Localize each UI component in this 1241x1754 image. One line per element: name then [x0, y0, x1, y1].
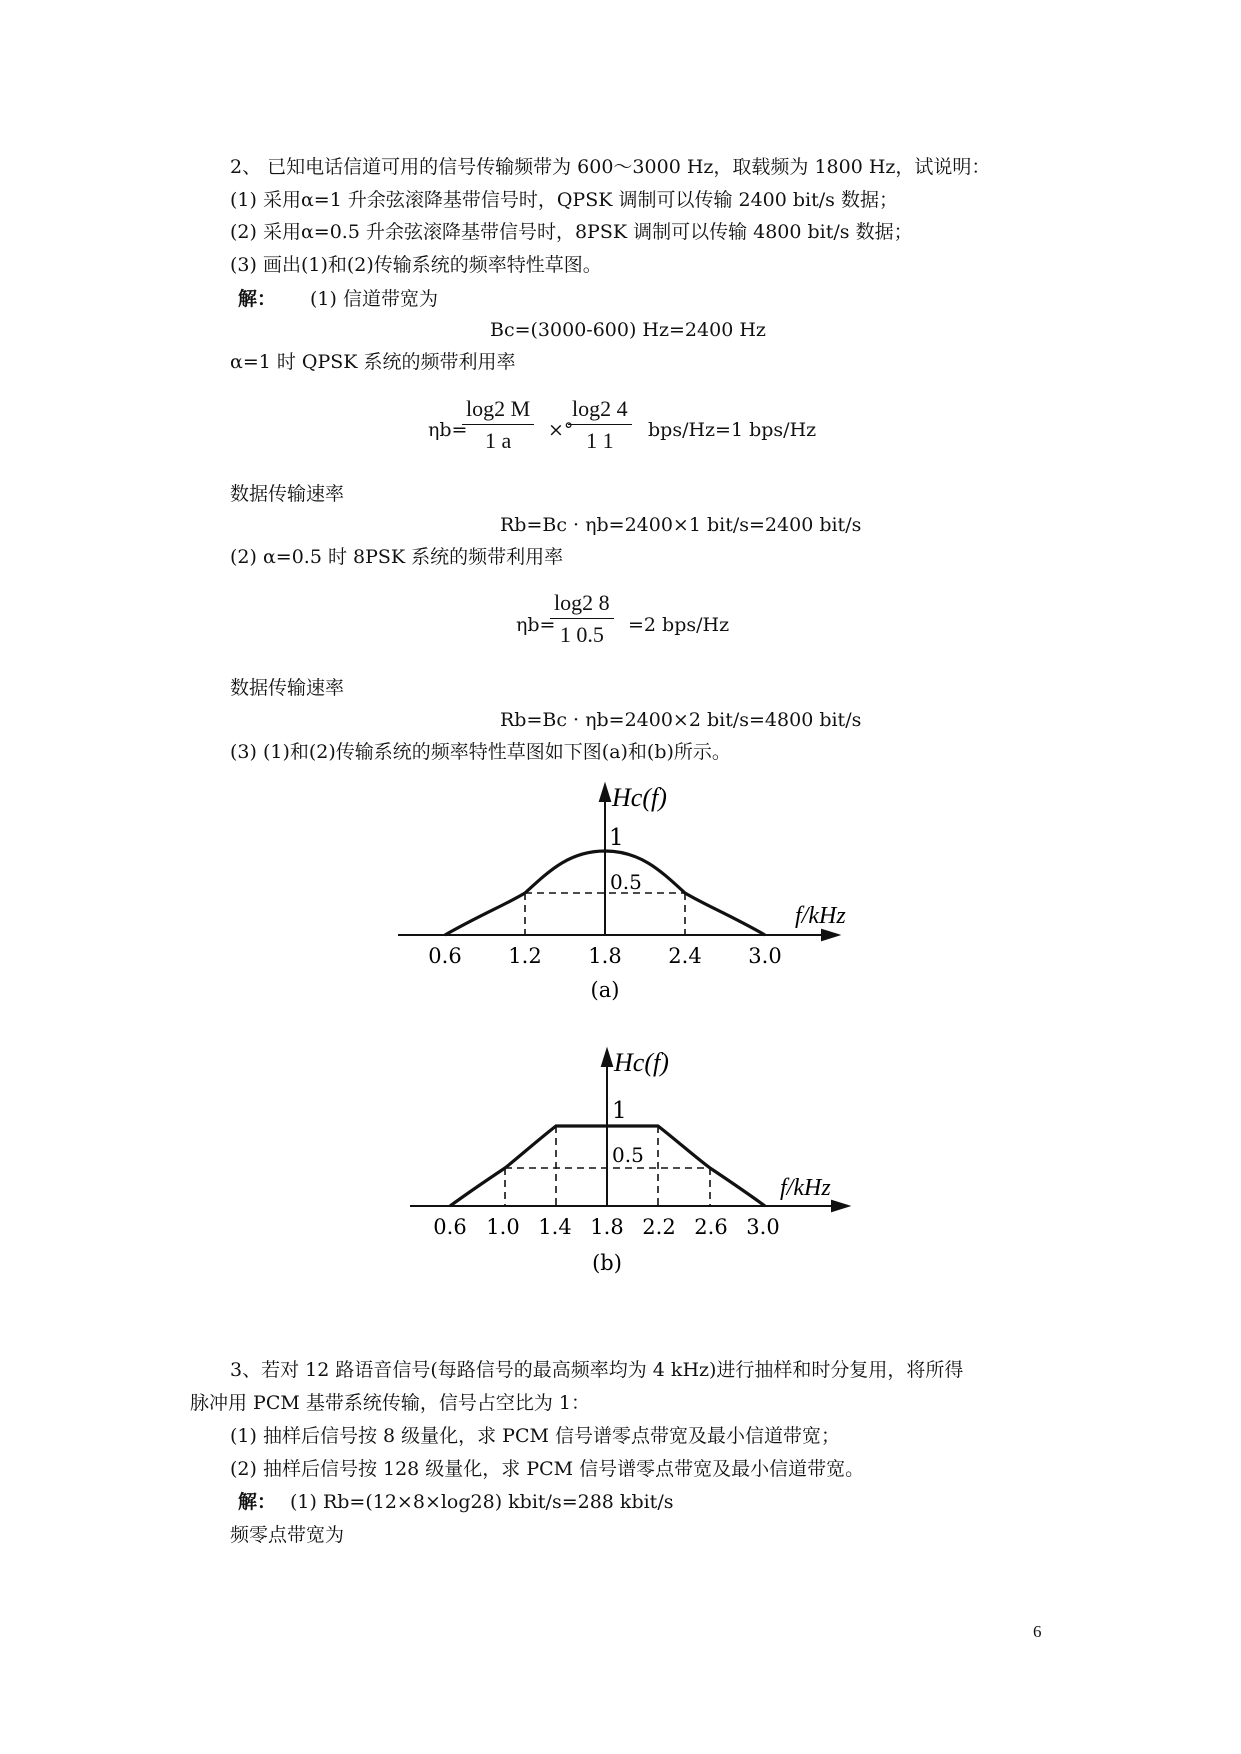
y-axis-label: Hc(f): [614, 1048, 669, 1077]
solution-1-intro: (1) 信道带宽为: [310, 288, 438, 310]
data-rate-label-1: 数据传输速率: [230, 483, 345, 505]
problem-2-question-2: (2) 采用α=0.5 升余弦滚降基带信号时，8PSK 调制可以传输 4800 bit/s 数据；: [230, 221, 913, 243]
x-tick-1-0: 1.0: [486, 1215, 520, 1239]
fraction-log2m: [462, 396, 534, 454]
problem-2-question-3: (3) 画出(1)和(2)传输系统的频率特性草图。: [230, 254, 602, 276]
fraction-log2-4: [568, 396, 632, 454]
y-axis-label: Hc(f): [612, 783, 667, 812]
page-number: 6: [1033, 1622, 1042, 1641]
alpha-1-statement: α=1 时 QPSK 系统的频带利用率: [230, 351, 516, 373]
problem-3-question-1: (1) 抽样后信号按 8 级量化，求 PCM 信号谱零点带宽及最小信道带宽；: [230, 1425, 840, 1447]
x-tick-2-6: 2.6: [694, 1215, 728, 1239]
fraction-numerator: log2 8: [550, 590, 614, 619]
x-tick-0-6: 0.6: [433, 1215, 467, 1239]
x-tick-1-2: 1.2: [508, 944, 542, 968]
x-tick-0-6: 0.6: [428, 944, 462, 968]
problem-3-solution-next: 频零点带宽为: [230, 1524, 345, 1546]
solution-3-statement: (3) (1)和(2)传输系统的频率特性草图如下图(a)和(b)所示。: [230, 741, 731, 763]
fraction-denominator: 1 a: [484, 428, 512, 453]
y-axis-arrow: [600, 785, 610, 801]
x-axis-arrow: [822, 930, 838, 940]
x-tick-1-4: 1.4: [538, 1215, 572, 1239]
data-rate-equation-1: Rb=Bc · ηb=2400×1 bit/s=2400 bit/s: [500, 514, 862, 536]
equation-2-rhs: =2 bps/Hz: [628, 614, 730, 636]
x-tick-1-8: 1.8: [588, 944, 622, 968]
figure-b: [400, 1040, 900, 1280]
y-tick-1: 1: [609, 825, 624, 851]
figure-a-caption: (a): [590, 978, 620, 1002]
data-rate-label-2: 数据传输速率: [230, 677, 345, 699]
x-tick-1-8: 1.8: [590, 1215, 624, 1239]
x-tick-2-2: 2.2: [642, 1215, 676, 1239]
x-tick-2-4: 2.4: [668, 944, 702, 968]
figure-b-caption: (b): [592, 1251, 622, 1275]
solution-label: 解：: [238, 1491, 277, 1513]
fraction-log2-8: [550, 590, 614, 648]
problem-3-solution-1: (1) Rb=(12×8×log28) kbit/s=288 kbit/s: [290, 1491, 674, 1513]
problem-3-title-line-1: 3、若对 12 路语音信号(每路信号的最高频率均为 4 kHz)进行抽样和时分复用，将所得: [230, 1359, 964, 1381]
problem-2-question-1: (1) 采用α=1 升余弦滚降基带信号时，QPSK 调制可以传输 2400 bit/s 数据；: [230, 189, 898, 211]
y-axis-arrow: [602, 1050, 612, 1066]
equation-mid-symbol: ×°: [548, 419, 574, 441]
x-axis-label: f/kHz: [780, 1175, 831, 1201]
eta-lhs-1: ηb=: [428, 419, 468, 441]
y-tick-0-5: 0.5: [612, 1143, 644, 1167]
solution-label: 解：: [238, 288, 277, 310]
solution-2-intro: (2) α=0.5 时 8PSK 系统的频带利用率: [230, 546, 564, 568]
y-tick-0-5: 0.5: [610, 870, 642, 894]
equation-1-rhs: bps/Hz=1 bps/Hz: [648, 419, 817, 441]
x-axis-label: f/kHz: [795, 903, 846, 929]
y-tick-1: 1: [612, 1098, 627, 1124]
x-axis-arrow: [832, 1201, 848, 1211]
x-tick-3-0: 3.0: [748, 944, 782, 968]
fraction-numerator: log2 M: [462, 396, 534, 425]
x-tick-3-0: 3.0: [746, 1215, 780, 1239]
fraction-denominator: 1 1: [586, 428, 614, 453]
problem-2-title: 2、 已知电话信道可用的信号传输频带为 600～3000 Hz，取载频为 1800 Hz，试说明：: [230, 156, 991, 178]
eta-lhs-2: ηb=: [516, 614, 556, 636]
fraction-denominator: 1 0.5: [559, 622, 604, 647]
problem-3-title-line-2: 脉冲用 PCM 基带系统传输，信号占空比为 1：: [190, 1392, 590, 1414]
channel-bandwidth-equation: Bc=(3000-600) Hz=2400 Hz: [490, 319, 766, 341]
data-rate-equation-2: Rb=Bc · ηb=2400×2 bit/s=4800 bit/s: [500, 709, 862, 731]
figure-a: [390, 775, 910, 1005]
fraction-numerator: log2 4: [568, 396, 632, 425]
problem-3-question-2: (2) 抽样后信号按 128 级量化，求 PCM 信号谱零点带宽及最小信道带宽。: [230, 1458, 865, 1480]
